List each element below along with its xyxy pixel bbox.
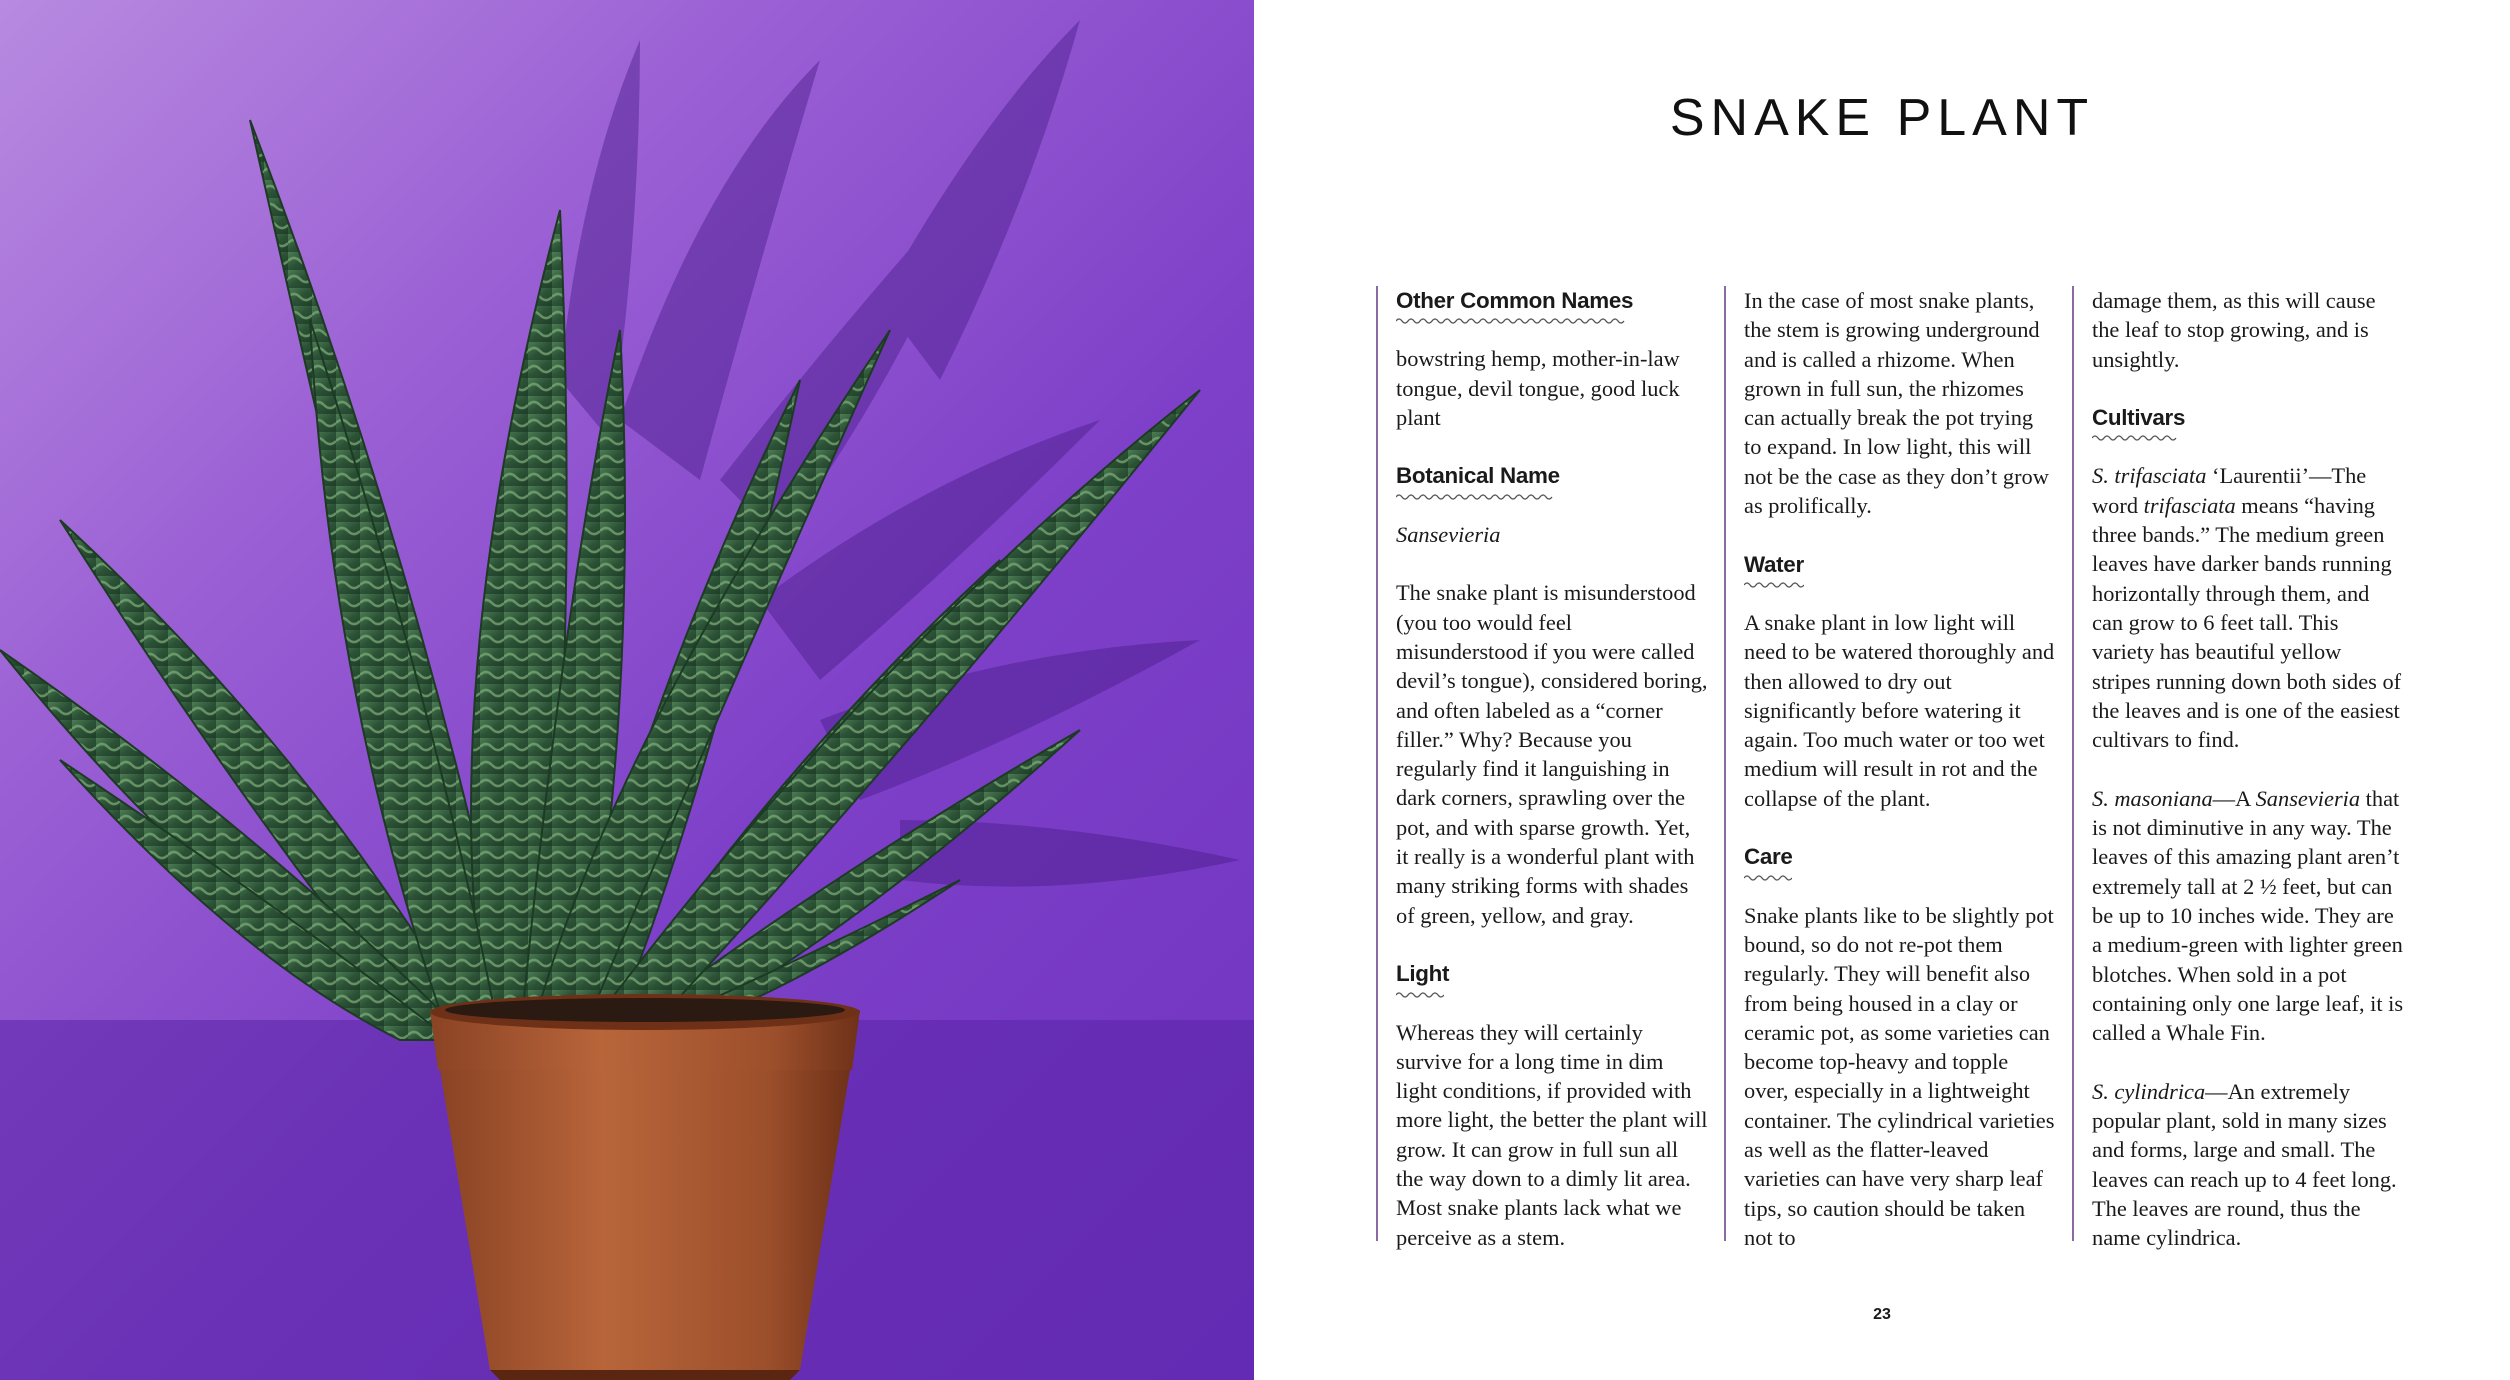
- cultivar-italic-word: Sansevieria: [2255, 785, 2361, 811]
- squiggle-divider: [1396, 991, 1708, 1001]
- water-paragraph: A snake plant in low light will need to be watered thoroughly and then allowed to dry out significantly before watering it again. Too much water or too wet medium will result in rot and the collapse of the plant.: [1744, 609, 2055, 811]
- other-common-names-text: bowstring hemp, mother-in-law tongue, devil tongue, good luck plant: [1396, 346, 1680, 430]
- squiggle-divider: [1396, 493, 1708, 503]
- cultivar-italic-word: trifasciata: [2143, 492, 2236, 518]
- cultivar-text: means “having three bands.” The medium green leaves have darker bands running horizontally through them, and can grow to 6 feet tall. This variety has beautiful yellow stripes running down both sides of the leaves and is one of the easiest cultivars to find.: [2092, 492, 2402, 753]
- intro-paragraph: The snake plant is misunderstood (you too would feel misunderstood if you were called devil’s tongue), considered boring, and often labeled as a “corner filler.” Why? Because you regularly find it languishing in dark corners, sprawling over the pot, and with sparse growth. Yet, it really is a wonderful plant with many striking forms with shades of green, yellow, and gray.: [1396, 580, 1708, 928]
- heading-botanical-name: Botanical Name: [1396, 463, 1560, 489]
- snake-plant-photo: [0, 0, 1254, 1380]
- squiggle-divider: [1744, 874, 2056, 884]
- cultivar-text: ‘Laurentii’—The word: [2092, 463, 2367, 518]
- squiggle-divider: [1744, 581, 2056, 591]
- heading-cultivars: Cultivars: [2092, 405, 2186, 431]
- cultivar-cylindrica: [2092, 1077, 2404, 1253]
- heading-water: Water: [1744, 551, 1804, 577]
- cultivar-masoniana: [2092, 784, 2404, 1048]
- care-paragraph: Snake plants like to be slightly pot bound, so do not re-pot them regularly. They will benefit also from being housed in a clay or ceramic pot, as some varieties can become top-heavy and topple over, especially in a lightweight container. The cylindrical varieties as well as the flatter-leaved varieties can have very sharp leaf tips, so caution should be taken not to: [1744, 902, 2055, 1250]
- light-paragraph: Whereas they will certainly survive for a long time in dim light conditions, if provided with more light, the better the plant will grow. It can grow in full sun all the way down to a dimly lit area. Most snake plants lack what we perceive as a stem.: [1396, 1019, 1708, 1250]
- cultivar-name: S. cylindrica: [2092, 1078, 2206, 1104]
- heading-light: Light: [1396, 961, 1450, 987]
- page-number: 23: [1873, 1306, 1891, 1323]
- terracotta-pot: [430, 994, 860, 1380]
- cultivar-name: S. masoniana: [2092, 785, 2213, 811]
- cultivar-text: that is not diminutive in any way. The leaves of this amazing plant aren’t extremely tall at 2 ½ feet, but can be up to 10 inches wide. They are a medium-green with lighter green blotches. When sold in a pot containing only one large leaf, it is called a Whale Fin.: [2092, 785, 2404, 1046]
- snake-plant-illustration: [0, 0, 1254, 1380]
- heading-care: Care: [1744, 844, 1793, 870]
- stem-paragraph: In the case of most snake plants, the stem is growing underground and is called a rhizome. When grown in full sun, the rhizomes can actually break the pot trying to expand. In low light, this will not be the case as they don’t grow as prolifically.: [1744, 288, 2049, 519]
- column-2: [1724, 286, 2056, 1250]
- damage-paragraph: damage them, as this will cause the leaf to stop growing, and is unsightly.: [2092, 288, 2376, 372]
- column-1: [1376, 286, 1708, 1250]
- squiggle-divider: [2092, 434, 2404, 444]
- botanical-name-text: Sansevieria: [1396, 521, 1501, 547]
- text-page: [1254, 0, 2510, 1380]
- cultivar-name: S. trifasciata: [2092, 463, 2207, 489]
- cultivar-text: —An extremely popular plant, sold in many sizes and forms, large and small. The leaves can reach up to 4 feet long. The leaves are round, thus the name cylindrica.: [2092, 1078, 2397, 1251]
- cultivar-trifasciata: [2092, 461, 2404, 754]
- cultivar-text: —A: [2212, 785, 2256, 811]
- squiggle-divider: [1396, 317, 1708, 327]
- page-title: SNAKE PLANT: [1669, 89, 2095, 147]
- column-3: [2072, 286, 2404, 1251]
- heading-other-common-names: Other Common Names: [1396, 288, 1634, 313]
